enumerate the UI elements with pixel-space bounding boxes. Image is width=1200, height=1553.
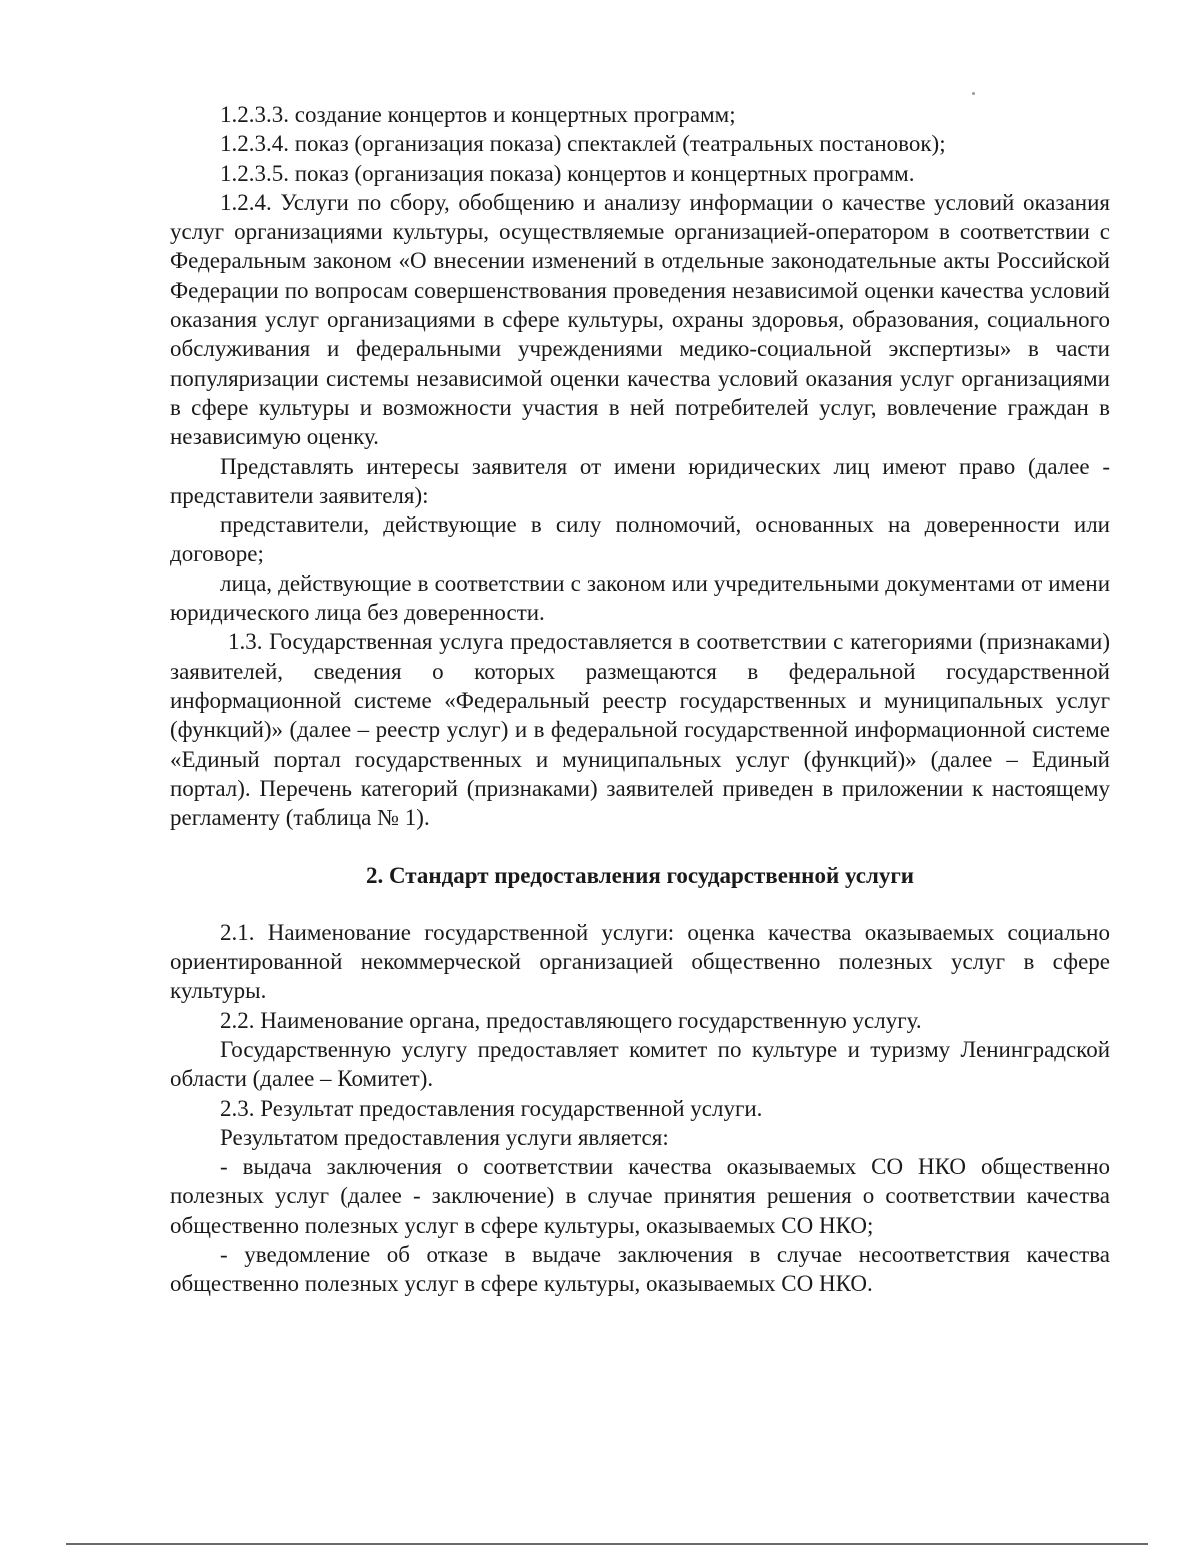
paragraph-2-2: 2.2. Наименование органа, предоставляющего государственную услугу. — [220, 1007, 922, 1033]
scan-speck — [972, 92, 975, 95]
paragraph-1-3: 1.3. Государственная услуга предоставляется в соответствии с категориями (признаками) заявителей, сведения о которых размещаются в федеральной государственной информационной системе «Федеральный реестр государственных и муниципальных услуг (функций)» (далее – реестр услуг) и в федеральной государственной информационной системе «Единый портал государственных и муниципальных услуг (функций)» (далее – Единый портал). Перечень категорий (признаками) заявителей приведен в приложении к настоящему регламенту (таблица № 1). — [170, 629, 1110, 831]
document-page — [170, 100, 1110, 1299]
section-heading: 2. Стандарт предоставления государственной услуги — [365, 863, 915, 889]
paragraph-1-2-3-4: 1.2.3.4. показ (организация показа) спектаклей (театральных постановок); — [220, 131, 946, 157]
paragraph-2-1: 2.1. Наименование государственной услуги: оценка качества оказываемых социально ориентированной некоммерческой организацией общественно полезных услуг в сфере культуры. — [170, 919, 1110, 1004]
paragraph-representatives-law: лица, действующие в соответствии с законом или учредительными документами от имени юридического лица без доверенности. — [170, 570, 1110, 626]
paragraph-committee: Государственную услугу предоставляет комитет по культуре и туризму Ленинградской области (далее – Комитет). — [170, 1036, 1110, 1092]
paragraph-result-issue: - выдача заключения о соответствии качества оказываемых СО НКО общественно полезных услуг (далее - заключение) в случае принятия решения о соответствии качества общественно полезных услуг в сфере культуры, оказываемых СО НКО; — [170, 1154, 1110, 1238]
scan-edge-line — [66, 1543, 1148, 1545]
paragraph-1-2-4: 1.2.4. Услуги по сбору, обобщению и анализу информации о качестве условий оказания услуг организациями культуры, осуществляемые организацией-оператором в соответствии с Федеральным законом «О внесении изменений в отдельные законодательные акты Российской Федерации по вопросам совершенствования проведения независимой оценки качества условий оказания услуг организациями в сфере культуры, охраны здоровья, образования, социального обслуживания и федеральными учреждениями медико-социальной экспертизы» в части популяризации системы независимой оценки качества условий оказания услуг организациями в сфере культуры и возможности участия в ней потребителей услуг, вовлечение граждан в независимую оценку. — [170, 189, 1110, 450]
paragraph-result-intro: Результатом предоставления услуги является: — [220, 1124, 669, 1150]
paragraph-result-refusal: - уведомление об отказе в выдаче заключения в случае несоответствия качества общественно полезных услуг в сфере культуры, оказываемых СО НКО. — [170, 1241, 1110, 1297]
paragraph-1-2-3-3: 1.2.3.3. создание концертов и концертных программ; — [220, 102, 736, 127]
paragraph-representatives-intro: Представлять интересы заявителя от имени юридических лиц имеют право (далее - представители заявителя): — [170, 453, 1110, 508]
paragraph-representatives-proxy: представители, действующие в силу полномочий, основанных на доверенности или договоре; — [170, 512, 1110, 567]
paragraph-2-3: 2.3. Результат предоставления государственной услуги. — [220, 1095, 763, 1121]
paragraph-1-2-3-5: 1.2.3.5. показ (организация показа) концертов и концертных программ. — [220, 160, 915, 186]
